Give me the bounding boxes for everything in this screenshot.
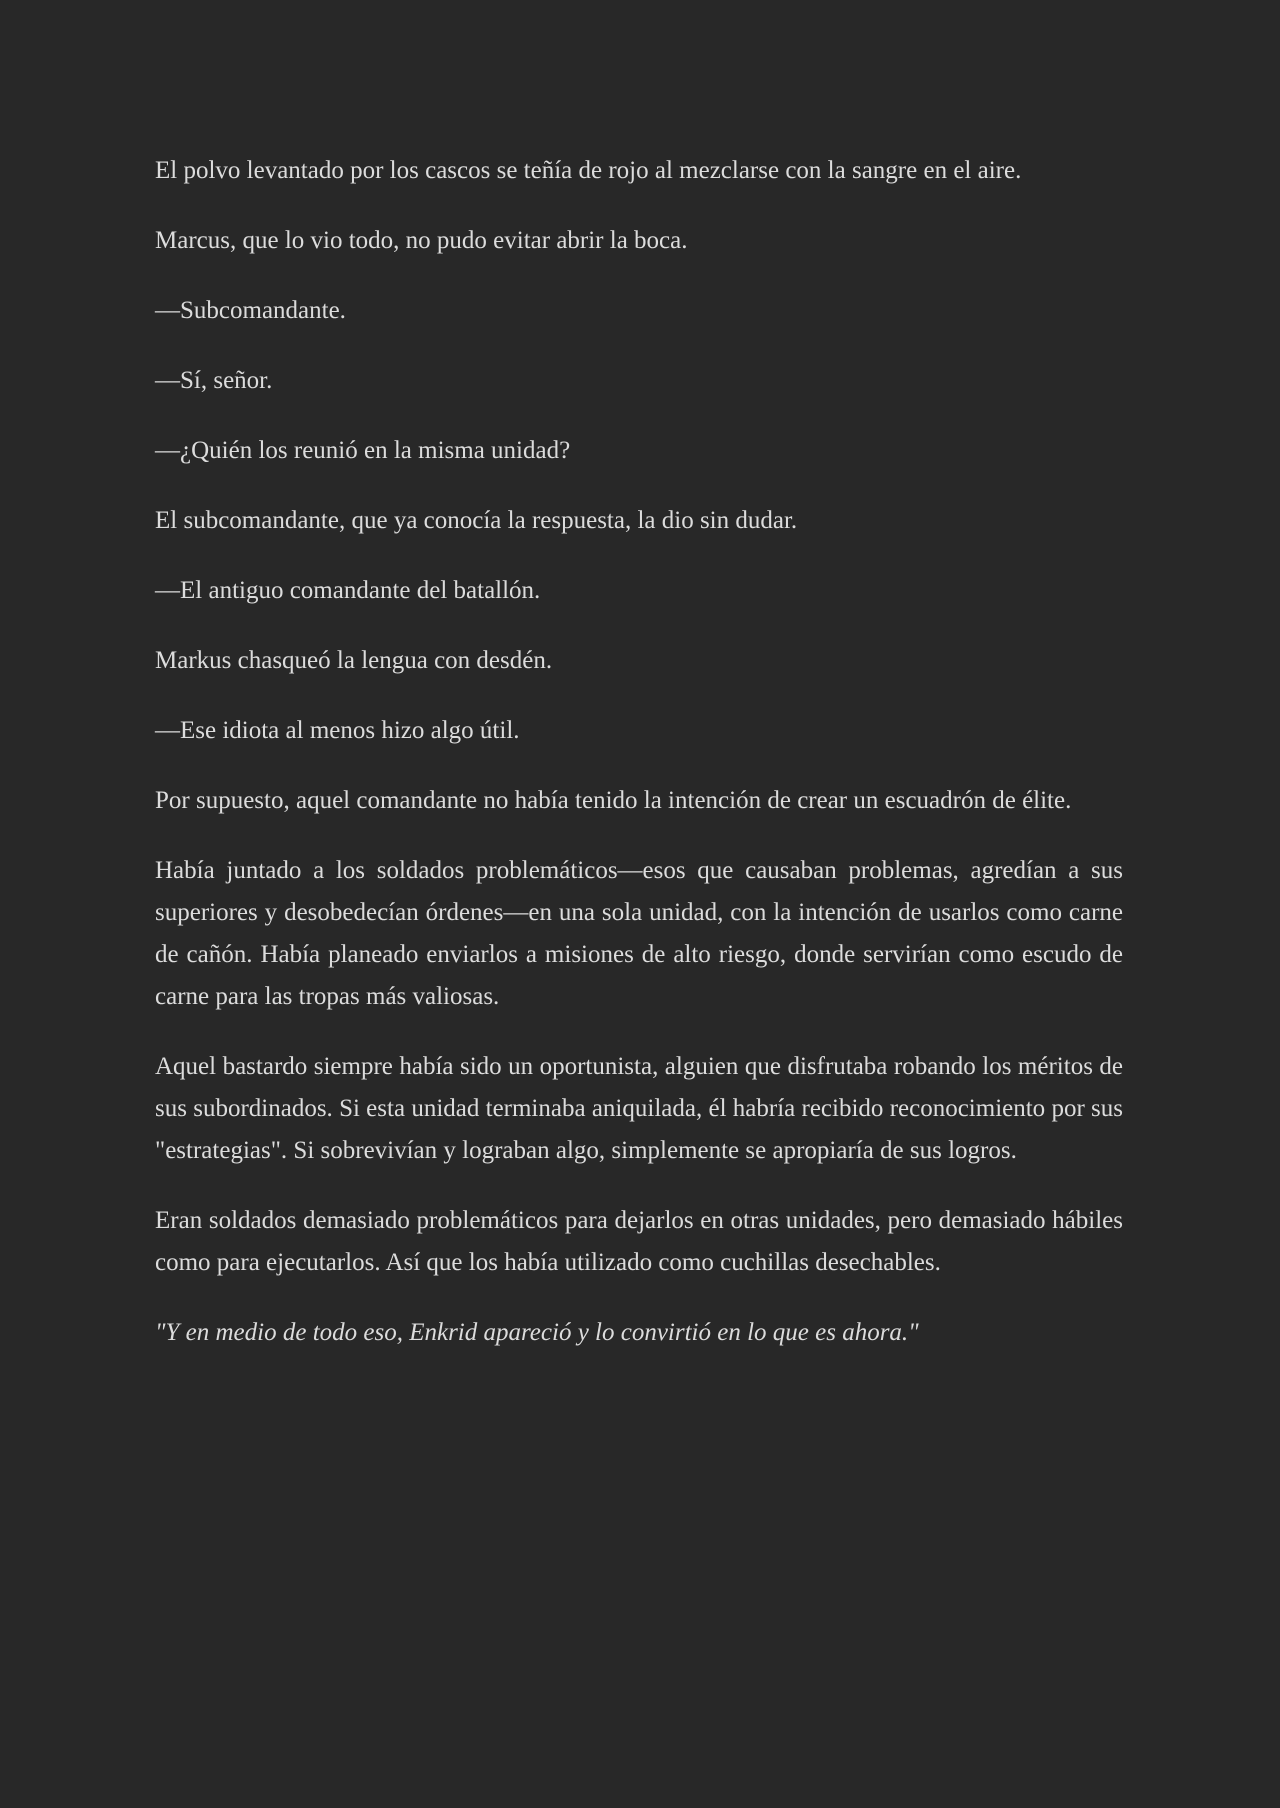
paragraph: Markus chasqueó la lengua con desdén.	[155, 647, 553, 674]
dialogue-line: —¿Quién los reunió en la misma unidad?	[155, 437, 571, 464]
dialogue-line: —Ese idiota al menos hizo algo útil.	[155, 717, 520, 744]
paragraph: Había juntado a los soldados problemáticos—esos que causaban problemas, agredían a sus superiores y desobedecían órdenes—en una sola unidad, con la intención de usarlos como carne de cañón. Había planeado enviarlos a misiones de alto riesgo, donde servirían como escudo de carne para las tropas más valiosas.	[155, 857, 1123, 1010]
dialogue-line: —Subcomandante.	[155, 297, 346, 324]
dialogue-line: —Sí, señor.	[155, 367, 273, 394]
paragraph: El subcomandante, que ya conocía la respuesta, la dio sin dudar.	[155, 507, 798, 534]
paragraph: Eran soldados demasiado problemáticos para dejarlos en otras unidades, pero demasiado hábiles como para ejecutarlos. Así que los había utilizado como cuchillas desechables.	[155, 1207, 1123, 1276]
thought-line: "Y en medio de todo eso, Enkrid apareció y lo convirtió en lo que es ahora."	[155, 1319, 919, 1346]
paragraph: Por supuesto, aquel comandante no había tenido la intención de crear un escuadrón de élite.	[155, 787, 1072, 814]
dialogue-line: —El antiguo comandante del batallón.	[155, 577, 541, 604]
paragraph: Aquel bastardo siempre había sido un oportunista, alguien que disfrutaba robando los méritos de sus subordinados. Si esta unidad terminaba aniquilada, él habría recibido reconocimiento por sus "estrategias". Si sobrevivían y lograban algo, simplemente se apropiaría de sus logros.	[155, 1053, 1123, 1164]
chapter-text	[155, 150, 1123, 1382]
paragraph: El polvo levantado por los cascos se teñía de rojo al mezclarse con la sangre en el aire.	[155, 157, 1022, 184]
paragraph: Marcus, que lo vio todo, no pudo evitar abrir la boca.	[155, 227, 688, 254]
